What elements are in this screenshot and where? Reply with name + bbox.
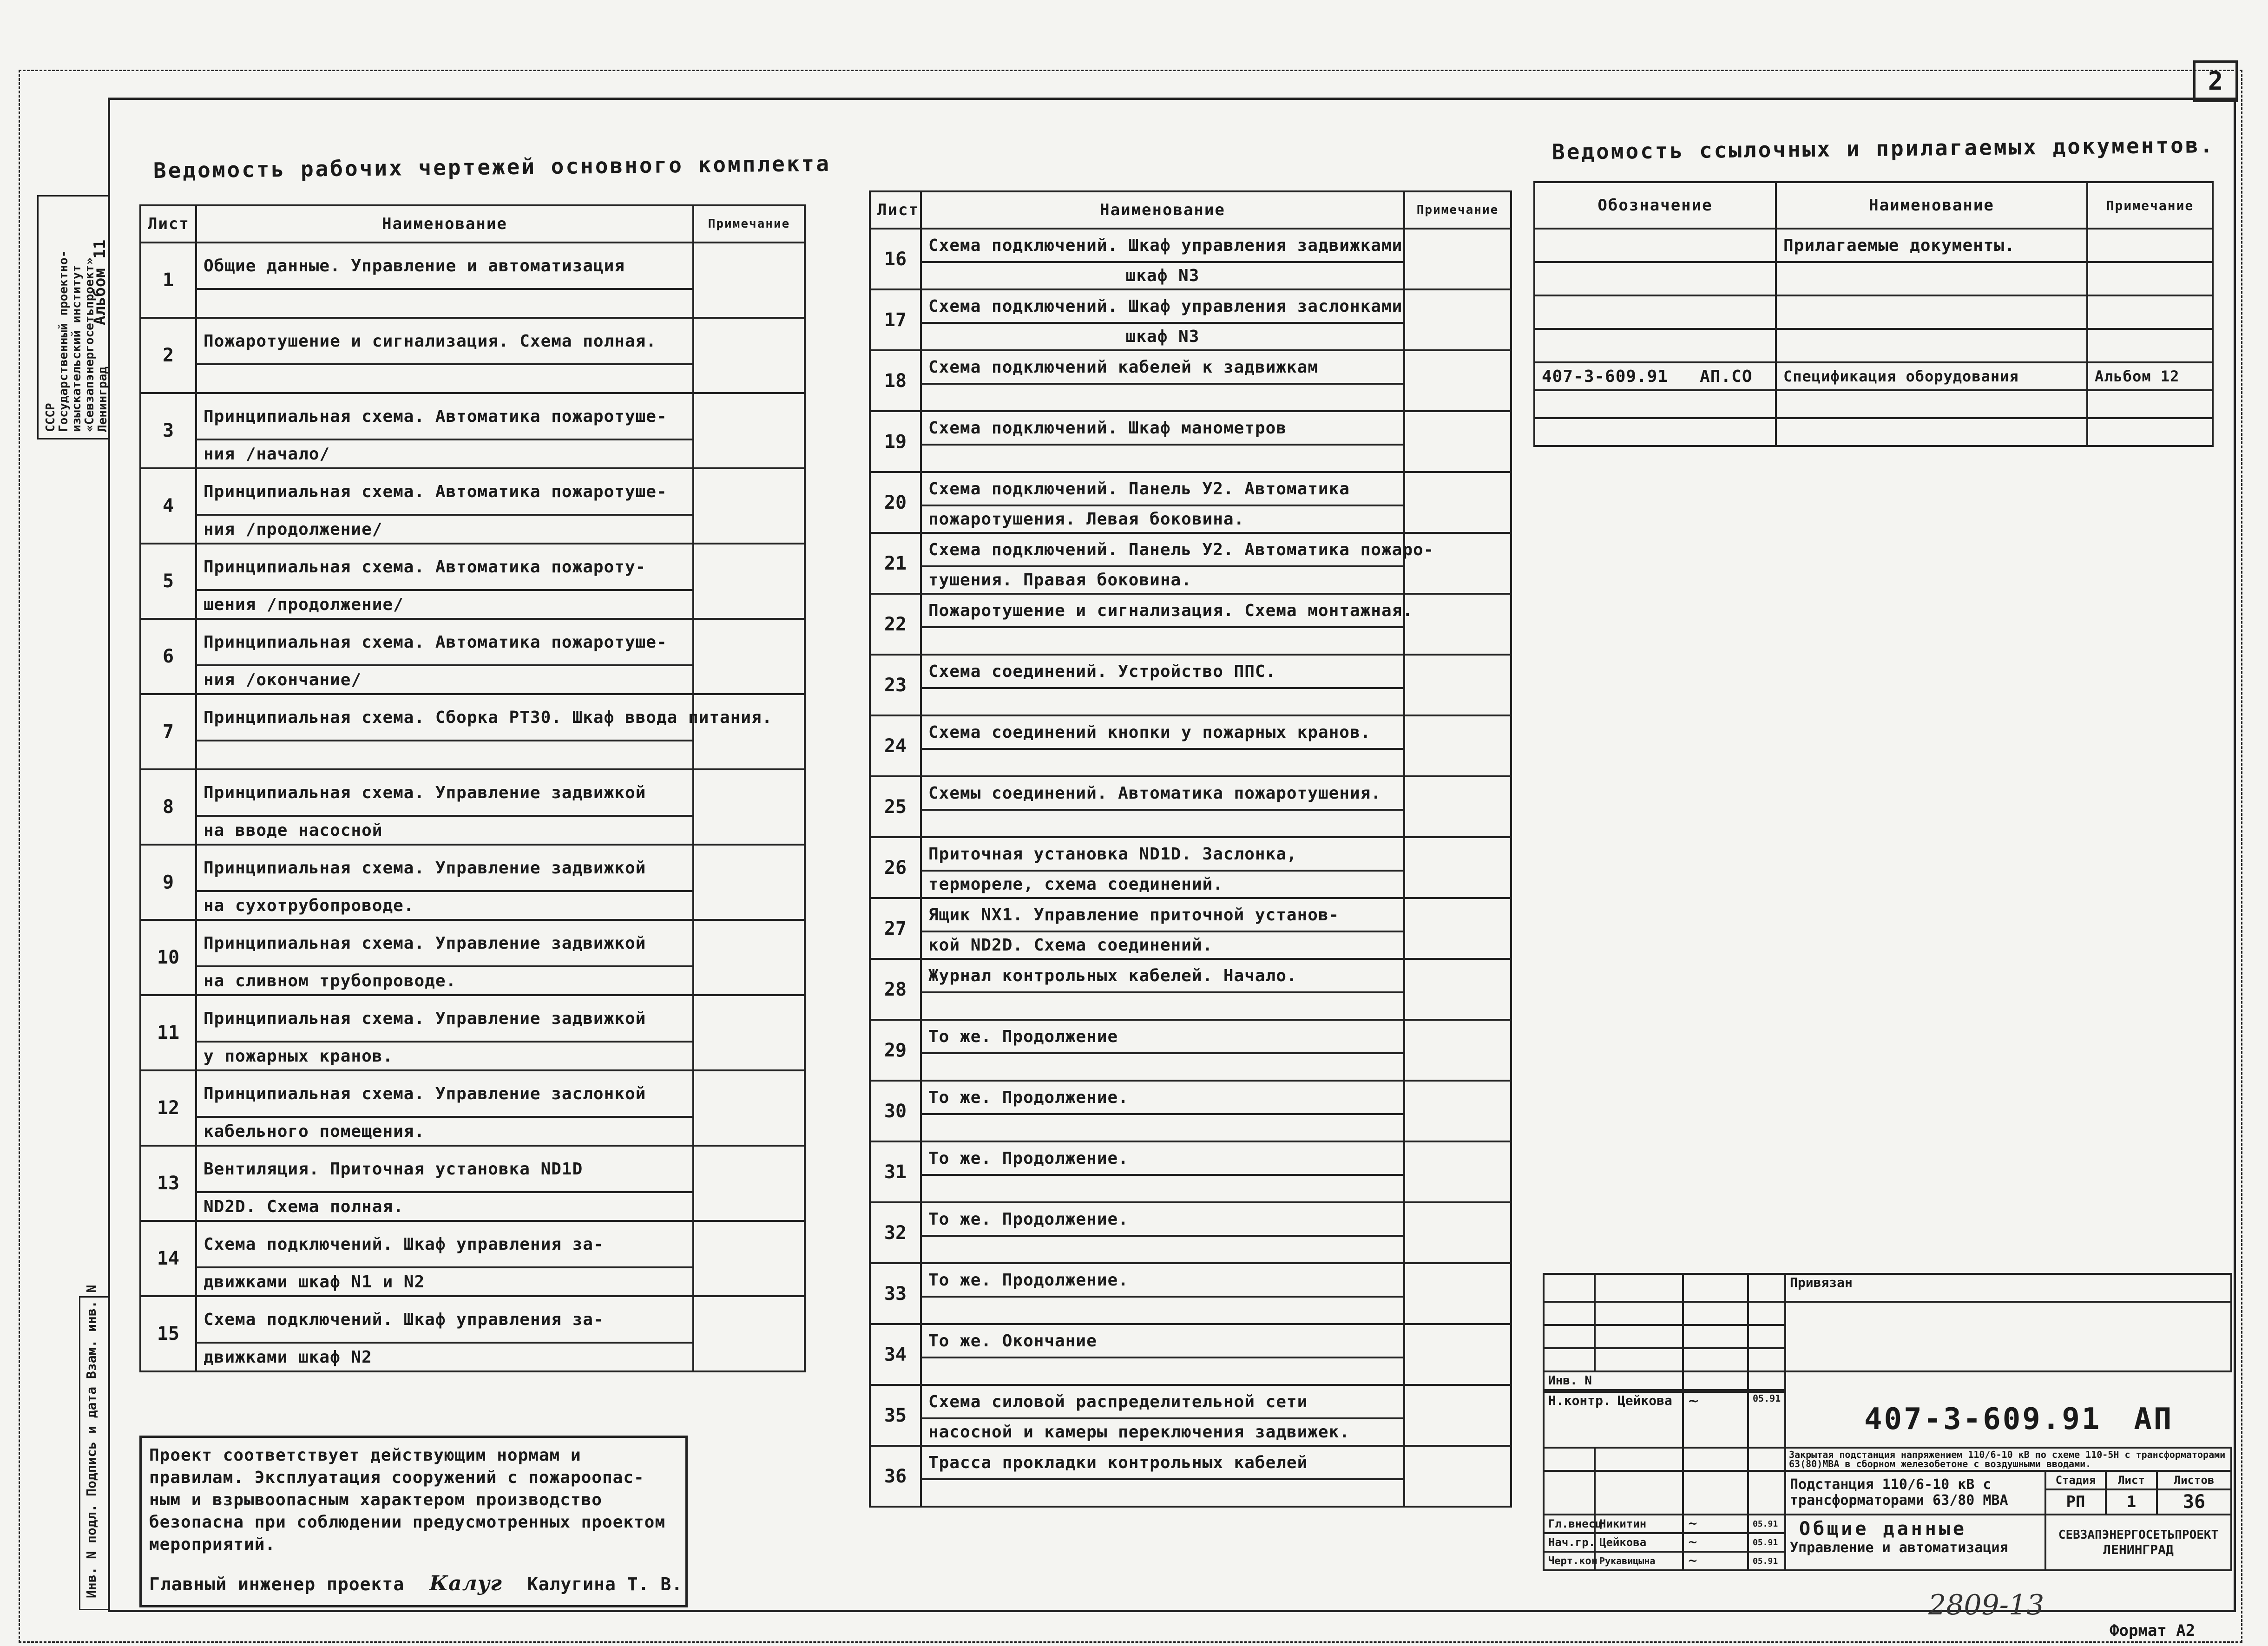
sheet-name-line1: Схема соединений. Устройство ППС. [921, 655, 1404, 688]
sheet-number: 25 [870, 776, 921, 837]
table-row [870, 411, 1511, 445]
table-row [870, 350, 1511, 384]
table-row [870, 289, 1511, 323]
sheet-note [1404, 1020, 1511, 1081]
side-album: Альбом 11 [91, 239, 109, 325]
sheet-note [1404, 411, 1511, 472]
sheet-note [693, 544, 805, 619]
sheet-number: 16 [870, 229, 921, 289]
sheet-number: 14 [140, 1221, 196, 1296]
signature-4: ~ [1683, 1552, 1748, 1570]
table-row [870, 898, 1511, 931]
chief-engineer-signature: Калуг [429, 1572, 502, 1595]
signature-2: ~ [1683, 1515, 1748, 1533]
sheet-name-line2: ния /продолжение/ [196, 515, 693, 544]
stamp-role: Гл.внесц [1544, 1515, 1595, 1533]
sheet-note [1404, 1081, 1511, 1141]
chief-engineer-label: Главный инженер проекта [149, 1574, 405, 1594]
sheet-name-line2: насосной и камеры переключения задвижек. [921, 1418, 1404, 1446]
sheet-note [1404, 594, 1511, 655]
sheet-name-line2 [921, 1479, 1404, 1507]
sheet-number: 36 [870, 1446, 921, 1507]
drawing-subtitle: Управление и автоматизация [1790, 1540, 2008, 1556]
table-row [140, 995, 805, 1042]
org-cell [2045, 1515, 2231, 1570]
sheet-number: 26 [870, 837, 921, 898]
sheet-number: 20 [870, 472, 921, 533]
stamp-role-ncontr: Н.контр. Цейкова [1544, 1392, 1683, 1448]
sheets-label: Листов [2158, 1472, 2230, 1490]
sheet-note [693, 769, 805, 845]
sheet-name-line2: движками шкаф N1 и N2 [196, 1267, 693, 1296]
stage-value: РП [2066, 1493, 2085, 1511]
col-note-header: Примечание [2087, 182, 2213, 229]
table-row [870, 1385, 1511, 1418]
sheet-name-line1: Вентиляция. Приточная установка ND1D [196, 1146, 693, 1192]
table-row [140, 619, 805, 665]
sheet-name-line1: Принципиальная схема. Автоматика пожаротуше- [196, 393, 693, 439]
sheet-name-line2: у пожарных кранов. [196, 1042, 693, 1070]
sheet-number: 30 [870, 1081, 921, 1141]
table-row [140, 1296, 805, 1343]
sheet-name-line2 [921, 445, 1404, 472]
sheet-name-line2: ния /начало/ [196, 439, 693, 468]
ref-docs-table [1533, 181, 2214, 447]
org-name: СЕВЗАПЭНЕРГОСЕТЬПРОЕКТ [2058, 1528, 2219, 1542]
sheet-name-line1: То же. Окончание [921, 1324, 1404, 1357]
table-row [870, 472, 1511, 505]
sheet-note [1404, 776, 1511, 837]
sheet-name-line2 [921, 1357, 1404, 1385]
sheet-note [1404, 289, 1511, 350]
sheet-number: 4 [140, 468, 196, 544]
col-note-header: Примечание [1404, 191, 1511, 229]
sheet-name-line2: ния /окончание/ [196, 665, 693, 694]
sheet-note [693, 1296, 805, 1371]
sheet-number: 28 [870, 959, 921, 1020]
drawings-list-title: Ведомость рабочих чертежей основного комплекта [153, 151, 831, 183]
sheet-note [693, 318, 805, 393]
sheet-name-line2 [196, 364, 693, 393]
sheet-number: 2 [140, 318, 196, 393]
stamp-date: 05.91 [1748, 1533, 1785, 1552]
sheet-name-line1: Схема подключений. Панель У2. Автоматика [921, 472, 1404, 505]
sheet-name-line1: То же. Продолжение. [921, 1141, 1404, 1175]
sheet-number: 24 [870, 715, 921, 776]
table-row [870, 1263, 1511, 1297]
signature-3: ~ [1683, 1533, 1748, 1552]
sheet-note [1404, 959, 1511, 1020]
sheet-note [693, 995, 805, 1070]
table-row [140, 468, 805, 515]
sheet-name-line1: Схема подключений. Панель У2. Автоматика пожаро- [921, 533, 1404, 566]
sheet-name-line2: на сливном трубопроводе. [196, 966, 693, 995]
sheet-note [693, 694, 805, 769]
sheet-number: 19 [870, 411, 921, 472]
ref-note: Альбом 12 [2087, 362, 2213, 390]
sheet-number: 5 [140, 544, 196, 619]
ref-section-label: Прилагаемые документы. [1776, 229, 2087, 262]
sheet-note [693, 393, 805, 468]
sheet-name-line2 [921, 627, 1404, 655]
sheet-name-line1: Принципиальная схема. Управление задвижкой [196, 769, 693, 816]
stage-label: Стадия [2046, 1472, 2105, 1490]
sheet-name-line2: на сухотрубопроводе. [196, 891, 693, 920]
sheet-name-line1: Принципиальная схема. Управление задвижкой [196, 845, 693, 891]
col-sheet-header: Лист [140, 205, 196, 243]
sheet-number: 21 [870, 533, 921, 594]
sheet-number: 11 [140, 995, 196, 1070]
sheet-name-line2: шкаф N3 [921, 323, 1404, 350]
sheet-name-line2: шкаф N3 [921, 262, 1404, 289]
sheet-note [1404, 898, 1511, 959]
table-row [870, 1324, 1511, 1357]
sheet-name-line1: Схема подключений. Шкаф управления задвижками [921, 229, 1404, 262]
compliance-box [139, 1436, 688, 1607]
sheet-name-line1: Схема силовой распределительной сети [921, 1385, 1404, 1418]
table-row [140, 920, 805, 966]
sheet-number: 29 [870, 1020, 921, 1081]
title-block [1543, 1273, 2230, 1598]
table-row [870, 715, 1511, 749]
ref-designation: 407-3-609.91 АП.СО [1534, 362, 1776, 390]
sheet-note [1404, 1446, 1511, 1507]
ref-name: Спецификация оборудования [1776, 362, 2087, 390]
project-desc: Закрытая подстанция напряжением 110/6-10 кВ по схеме 110-5Н с трансформаторами 63(80)МВА в сборном железобетоне с воздушными вводами. [1785, 1448, 2231, 1471]
sheet-note [1404, 472, 1511, 533]
sheet-name-line2: тушения. Правая боковина. [921, 566, 1404, 594]
table-row [870, 533, 1511, 566]
sheet-name-line2 [921, 749, 1404, 776]
chief-engineer-name: Калугина Т. В. [527, 1574, 683, 1594]
sheet-number: 32 [870, 1202, 921, 1263]
privyazka-label: Привязан [1785, 1274, 2231, 1302]
sheet-name-line2 [921, 384, 1404, 411]
sheet-name-line2 [921, 688, 1404, 715]
stamp-name: Никитин [1595, 1515, 1683, 1533]
ref-docs-title: Ведомость ссылочных и прилагаемых документов. [1551, 132, 2215, 164]
table-row [870, 1446, 1511, 1479]
sheet-name-line1: Ящик NX1. Управление приточной установ- [921, 898, 1404, 931]
sheet-number: 35 [870, 1385, 921, 1446]
table-row [140, 845, 805, 891]
sheet-name-line2: термореле, схема соединений. [921, 871, 1404, 898]
sheet-note [693, 468, 805, 544]
sheet-note [1404, 350, 1511, 411]
table-row [140, 694, 805, 741]
table-row [870, 655, 1511, 688]
sheet-number: 8 [140, 769, 196, 845]
sheet-name-line1: Принципиальная схема. Управление задвижкой [196, 995, 693, 1042]
sheet-name-line2: на вводе насосной [196, 816, 693, 845]
sheet-name-line2 [921, 1114, 1404, 1141]
sheet-note [1404, 229, 1511, 289]
col-name-header: Наименование [921, 191, 1404, 229]
sheet-name-line1: То же. Продолжение [921, 1020, 1404, 1053]
sheet-name-line1: Принципиальная схема. Автоматика пожаротуше- [196, 619, 693, 665]
sheet-name-line1: Пожаротушение и сигнализация. Схема полная. [196, 318, 693, 364]
sheet-label: Лист [2107, 1472, 2156, 1490]
sheet-name-line1: Пожаротушение и сигнализация. Схема монтажная. [921, 594, 1404, 627]
drawings-table-2 [869, 190, 1512, 1508]
privyazka-grid [1543, 1273, 2232, 1391]
sheet-number: 34 [870, 1324, 921, 1385]
sheet-number: 13 [140, 1146, 196, 1221]
sheet-name-line2 [921, 1236, 1404, 1263]
col-designation-header: Обозначение [1534, 182, 1776, 229]
stamp-role: Нач.гр. [1544, 1533, 1595, 1552]
table-row [870, 1081, 1511, 1114]
sheet-name-line2: движками шкаф N2 [196, 1343, 693, 1371]
sheet-note [693, 243, 805, 318]
sheet-name-line1: Принципиальная схема. Сборка РТ30. Шкаф ввода питания. [196, 694, 693, 741]
main-stamp [1543, 1391, 2232, 1571]
table-row [870, 776, 1511, 810]
sheet-number: 27 [870, 898, 921, 959]
sheet-note [1404, 1324, 1511, 1385]
side-stamp-line: Государственный проектно- [57, 250, 71, 432]
col-name-header: Наименование [196, 205, 693, 243]
sheet-note [1404, 715, 1511, 776]
sheet-number: 15 [140, 1296, 196, 1371]
sheet-note [693, 1221, 805, 1296]
sheet-name-line1: То же. Продолжение. [921, 1263, 1404, 1297]
sheet-note [1404, 1202, 1511, 1263]
side-stamp-line: Ленинград [96, 367, 110, 432]
sheet-name-line1: Схема подключений кабелей к задвижкам [921, 350, 1404, 384]
sheet-number: 31 [870, 1141, 921, 1202]
side-stamp-line: «Севзапэнергосетьпроект» [83, 257, 97, 432]
sheet-name-line2: ND2D. Схема полная. [196, 1192, 693, 1221]
table-row [140, 1146, 805, 1192]
sheet-name-line2 [921, 1175, 1404, 1202]
page-number: 2 [2208, 66, 2223, 96]
col-sheet-header: Лист [870, 191, 921, 229]
sheet-note [1404, 1385, 1511, 1446]
sheet-value: 1 [2126, 1493, 2137, 1511]
stamp-date: 05.91 [1748, 1552, 1785, 1570]
table-row [140, 1070, 805, 1117]
table-row [140, 393, 805, 439]
sheet-name-line2 [921, 992, 1404, 1020]
table-row [870, 1202, 1511, 1236]
sheet-name-line1: Схема подключений. Шкаф манометров [921, 411, 1404, 445]
sheet-name-line1: Принципиальная схема. Управление задвижкой [196, 920, 693, 966]
sheet-name-line1: Схема подключений. Шкаф управления за- [196, 1221, 693, 1267]
table-row [870, 229, 1511, 262]
sheet-note [1404, 1263, 1511, 1324]
side-stamp-line: изыскательский институт [70, 264, 84, 432]
sheet-note [693, 1146, 805, 1221]
sheet-number: 23 [870, 655, 921, 715]
table-row [870, 1020, 1511, 1053]
table-row [870, 959, 1511, 992]
table-row [140, 544, 805, 590]
sheet-number: 17 [870, 289, 921, 350]
page-number-box [2193, 60, 2238, 102]
sheet-name-line1: То же. Продолжение. [921, 1202, 1404, 1236]
sheet-name-line1: Приточная установка ND1D. Заслонка, [921, 837, 1404, 871]
sheet-number: 3 [140, 393, 196, 468]
table-row [140, 318, 805, 364]
sheet-note [1404, 837, 1511, 898]
sheet-name-line2 [921, 1297, 1404, 1324]
table-row [140, 1221, 805, 1267]
stamp-name: Рукавицына [1595, 1552, 1683, 1570]
sheet-note [693, 1070, 805, 1146]
sheet-number: 10 [140, 920, 196, 995]
table-row [870, 594, 1511, 627]
drawing-title-cell [1785, 1515, 2045, 1570]
sheet-name-line2: пожаротушения. Левая боковина. [921, 505, 1404, 533]
format-label: Формат А2 [2110, 1621, 2196, 1640]
sheet-number: 22 [870, 594, 921, 655]
drawings-table-1 [139, 204, 806, 1372]
stamp-role: Черт.кон [1544, 1552, 1595, 1570]
sheet-number: 1 [140, 243, 196, 318]
stamp-date: 05.91 [1748, 1515, 1785, 1533]
sheet-name-line2: кой ND2D. Схема соединений. [921, 931, 1404, 959]
sheet-name-line1: Схема соединений кнопки у пожарных кранов. [921, 715, 1404, 749]
sheet-note [693, 920, 805, 995]
sheet-note [1404, 1141, 1511, 1202]
side-labels: Инв. N подл. Подпись и дата Взам. инв. N [84, 1285, 99, 1598]
side-stamp-line: СССР [44, 403, 58, 432]
sheet-name-line1: Схема подключений. Шкаф управления за- [196, 1296, 693, 1343]
stamp-date: 05.91 [1748, 1392, 1785, 1448]
sheet-number: 12 [140, 1070, 196, 1146]
sheet-name-line1: Схемы соединений. Автоматика пожаротушения. [921, 776, 1404, 810]
table-row [870, 837, 1511, 871]
sheet-name-line1: Журнал контрольных кабелей. Начало. [921, 959, 1404, 992]
sheet-number: 18 [870, 350, 921, 411]
sheet-name-line2 [196, 741, 693, 769]
sheet-note [693, 845, 805, 920]
sheet-name-line1: Трасса прокладки контрольных кабелей [921, 1446, 1404, 1479]
chief-engineer [149, 1573, 683, 1595]
object-name: Подстанция 110/6-10 кВ с трансформаторами 63/80 МВА [1785, 1471, 2045, 1515]
sheet-note [693, 619, 805, 694]
org-city: ЛЕНИНГРАД [2103, 1541, 2174, 1557]
sheet-number: 33 [870, 1263, 921, 1324]
sheet-name-line1: То же. Продолжение. [921, 1081, 1404, 1114]
sheet-name-line1: Принципиальная схема. Автоматика пожароту- [196, 544, 693, 590]
inv-label: Инв. N [1544, 1371, 1683, 1390]
col-name-header: Наименование [1776, 182, 2087, 229]
stamp-code: 407-3-609.91 АП [1864, 1402, 2174, 1436]
hand-number: 2809-13 [1928, 1589, 2044, 1621]
stamp-name: Цейкова [1595, 1533, 1683, 1552]
sheet-name-line1: Принципиальная схема. Автоматика пожаротуше- [196, 468, 693, 515]
table-row [870, 1141, 1511, 1175]
sheet-name-line2: шения /продолжение/ [196, 590, 693, 619]
sheet-name-line2 [196, 289, 693, 318]
signature-1: ~ [1683, 1392, 1748, 1448]
sheets-value: 36 [2183, 1491, 2206, 1513]
sheet-name-line1: Схема подключений. Шкаф управления заслонками [921, 289, 1404, 323]
compliance-note: Проект соответствует действующим нормам и правилам. Эксплуатация сооружений с пожароопас-ным и взрывоопасным характером производство безопасна при соблюдении предусмотренных проектом мероприятий. [149, 1446, 666, 1554]
sheet-name-line2 [921, 1053, 1404, 1081]
sheet-name-line1: Принципиальная схема. Управление заслонкой [196, 1070, 693, 1117]
drawing-title: Общие данные [1799, 1518, 1967, 1540]
sheet-name-line2: кабельного помещения. [196, 1117, 693, 1146]
sheet-number: 9 [140, 845, 196, 920]
sheet-name-line2 [921, 810, 1404, 837]
table-row [140, 769, 805, 816]
table-row [140, 243, 805, 289]
sheet-number: 7 [140, 694, 196, 769]
sheet-number: 6 [140, 619, 196, 694]
sheet-note [1404, 655, 1511, 715]
col-note-header: Примечание [693, 205, 805, 243]
sheet-name-line1: Общие данные. Управление и автоматизация [196, 243, 693, 289]
